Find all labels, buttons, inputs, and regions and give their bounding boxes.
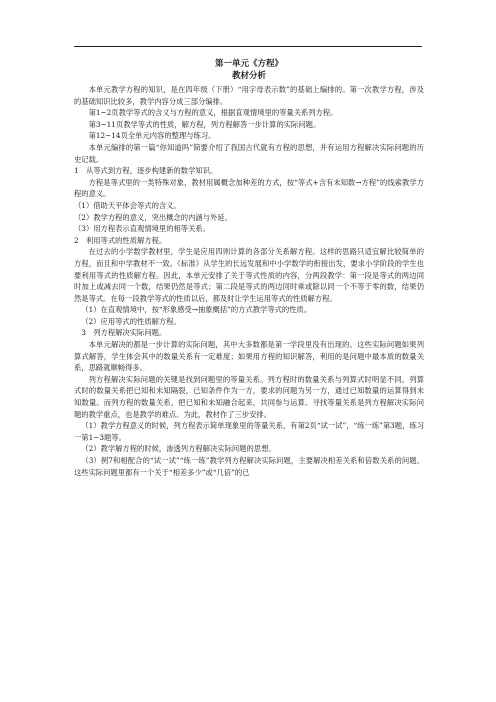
paragraph: 本单元教学方程的知识，是在四年级（下册）“用字母表示数”的基础上编排的。第一次教学方程，涉及的基础知识比较多，教学内容分成三部分编排。 — [74, 85, 424, 106]
paragraph: 本单元解决的都是一步计算的实际问题，其中大多数都是第一学段里没有出现的。这些实际问题如果列算式解答，学生体会其中的数量关系有一定难度；如果用方程的知识解答，利用的是问题中最本质的数量关系，思路就顺畅得多。 — [74, 340, 424, 373]
paragraph: 第1~2页教学等式的含义与方程的意义，根据直观情境里的等量关系列方程。 — [88, 108, 338, 118]
header-rule — [74, 46, 422, 47]
list-item: （2）教学方程的意义，突出概念的内涵与外延。 — [74, 212, 232, 222]
paragraph: 第3~11页教学等式的性质，解方程，列方程解答一步计算的实际问题。 — [88, 119, 321, 129]
paragraph: 方程是等式里的一类特殊对象，教材用属概念加种差的方式，按“等式+含有未知数→方程”的线索教学方程的意义。 — [74, 177, 424, 199]
paragraph: 列方程解决实际问题的关键是找到问题里的等量关系。列方程时的数量关系与列算式时明显不同。列算式时的数量关系把已知和未知隔裂，已知条件作为一方，要求的问题为另一方，通过已知数量的运算得到未知数量。而列方程的数量关系，把已知和未知融合起来，共同参与运算。寻找等量关系是列方程解决实际问题的教学重点，也是教学的难点。为此，教材作了三步安排。 — [74, 374, 424, 419]
section-heading: 2 利用等式的性质解方程。 — [74, 235, 167, 245]
paragraph: 第12~14页全单元内容的整理与练习。 — [88, 131, 216, 141]
list-item: （2）应用等式的性质解方程。 — [81, 316, 181, 326]
section-heading: 3 列方程解决实际问题。 — [81, 328, 167, 338]
list-item: （3）例7和相配合的“试一试”“练一练”教学列方程解决实际问题，主要解决相差关系和倍数关系的问题。这些实际问题里都有一个关于“相差多少”或“几倍”的已 — [74, 456, 424, 477]
list-item: （1）借助天平体会等式的含义。 — [74, 200, 181, 210]
list-item: （3）用方程表示直观情境里的相等关系。 — [74, 224, 210, 234]
document-body — [74, 58, 424, 478]
list-item: （1）教学方程意义的时候，列方程表示简单现象里的等量关系，有第2页“试一试”，“练一练”第3题，练习一第1~3题等。 — [74, 421, 424, 442]
list-item: （2）教学解方程的时候，渗透列方程解决实际问题的思想。 — [81, 444, 276, 454]
page-title: 第一单元《方程》 — [214, 59, 283, 69]
list-item: （1）在直观情境中，按“形象感受→抽象概括”的方式教学等式的性质。 — [81, 305, 312, 315]
section-heading: 1 从等式到方程，逐步构建新的数学知识。 — [74, 166, 218, 176]
page-subtitle: 教材分析 — [231, 71, 266, 81]
paragraph: 本单元编排的第一篇“你知道吗”简要介绍了我国古代就有方程的思想，并有运用方程解决实际问题的历史记载。 — [74, 142, 424, 164]
paragraph: 在过去的小学数学教材里，学生是应用四则计算的各部分关系解方程。这样的思路只适宜解比较简单的方程，而且和中学教材不一致。《标准》从学生的长远发展和中小学数学的衔接出发，要求小学阶段的学生也要利用等式的性质解方程。因此，本单元安排了关于等式性质的内容，分两段教学：第一段是等式的两边同时加上或减去同一个数，结果仍然是等式；第二段是等式的两边同时乘或除以同一个不等于零的数，结果仍然是等式。在每一段教学等式的性质以后，都及时让学生运用等式的性质解方程。 — [74, 247, 424, 303]
